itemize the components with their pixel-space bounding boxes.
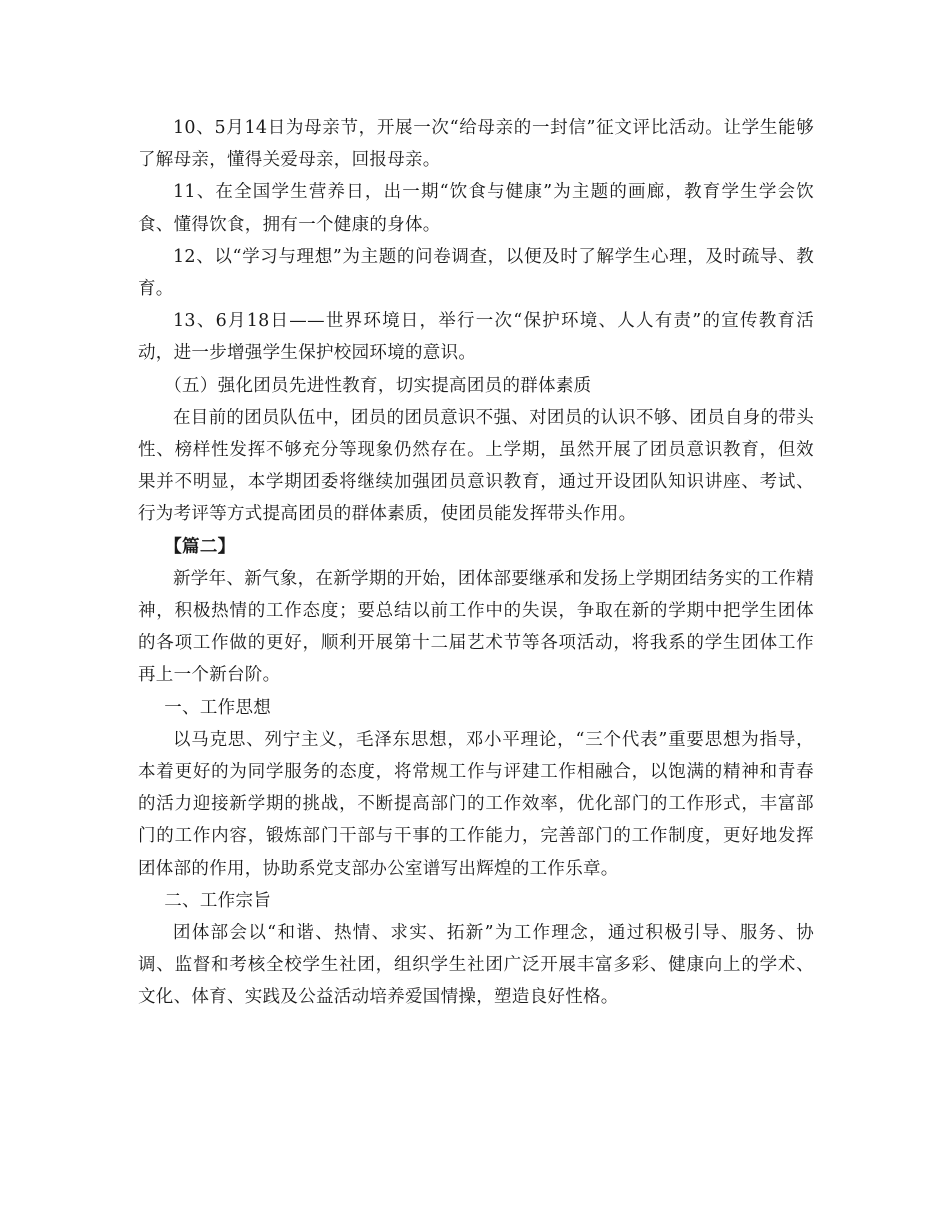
- paragraph-member-education: 在目前的团员队伍中，团员的团员意识不强、对团员的认识不够、团员自身的带头性、榜样性发挥不够充分等现象仍然存在。上学期，虽然开展了团员意识教育，但效果并不明显，本学期团委将继续加强团员意识教育，通过开设团队知识讲座、考试、行为考评等方式提高团员的群体素质，使团员能发挥带头作用。: [138, 407, 814, 525]
- subheading-five: （五）强化团员先进性教育，切实提高团员的群体素质: [164, 375, 592, 396]
- paragraph-intro: 新学年、新气象，在新学期的开始，团体部要继承和发扬上学期团结务实的工作精神，积极热情的工作态度；要总结以前工作中的失误，争取在新的学期中把学生团体的各项工作做的更好，顺利开展第十二届艺术节等各项活动，将我系的学生团体工作再上一个新台阶。: [138, 568, 814, 686]
- paragraph-item-11: 11、在全国学生营养日，出一期“饮食与健康”为主题的画廊，教育学生学会饮食、懂得饮食，拥有一个健康的身体。: [138, 182, 814, 235]
- paragraph-item-12: 12、以“学习与理想”为主题的问卷调查，以便及时了解学生心理，及时疏导、教育。: [138, 246, 814, 300]
- paragraph-item-10: 10、5月14日为母亲节，开展一次“给母亲的一封信”征文评比活动。让学生能够了解母亲，懂得关爱母亲，回报母亲。: [138, 118, 814, 171]
- section-title-part-two: 【篇二】: [164, 536, 236, 557]
- document-body: [138, 112, 814, 1014]
- paragraph-item-13: 13、6月18日——世界环境日，举行一次“保护环境、人人有责”的宣传教育活动，进一步增强学生保护校园环境的意识。: [138, 311, 814, 364]
- subheading-work-purpose: 二、工作宗旨: [164, 890, 272, 911]
- paragraph-work-thought: 以马克思、列宁主义，毛泽东思想，邓小平理论，“三个代表”重要思想为指导，本着更好的为同学服务的态度，将常规工作与评建工作相融合，以饱满的精神和青春的活力迎接新学期的挑战，不断提高部门的工作效率，优化部门的工作形式，丰富部门的工作内容，锻炼部门干部与干事的工作能力，完善部门的工作制度，更好地发挥团体部的作用，协助系党支部办公室谱写出辉煌的工作乐章。: [138, 729, 814, 879]
- paragraph-work-purpose: 团体部会以“和谐、热情、求实、拓新”为工作理念，通过积极引导、服务、协调、监督和考核全校学生社团，组织学生社团广泛开展丰富多彩、健康向上的学术、文化、体育、实践及公益活动培养爱国情操，塑造良好性格。: [138, 923, 814, 1008]
- subheading-work-thought: 一、工作思想: [164, 697, 272, 718]
